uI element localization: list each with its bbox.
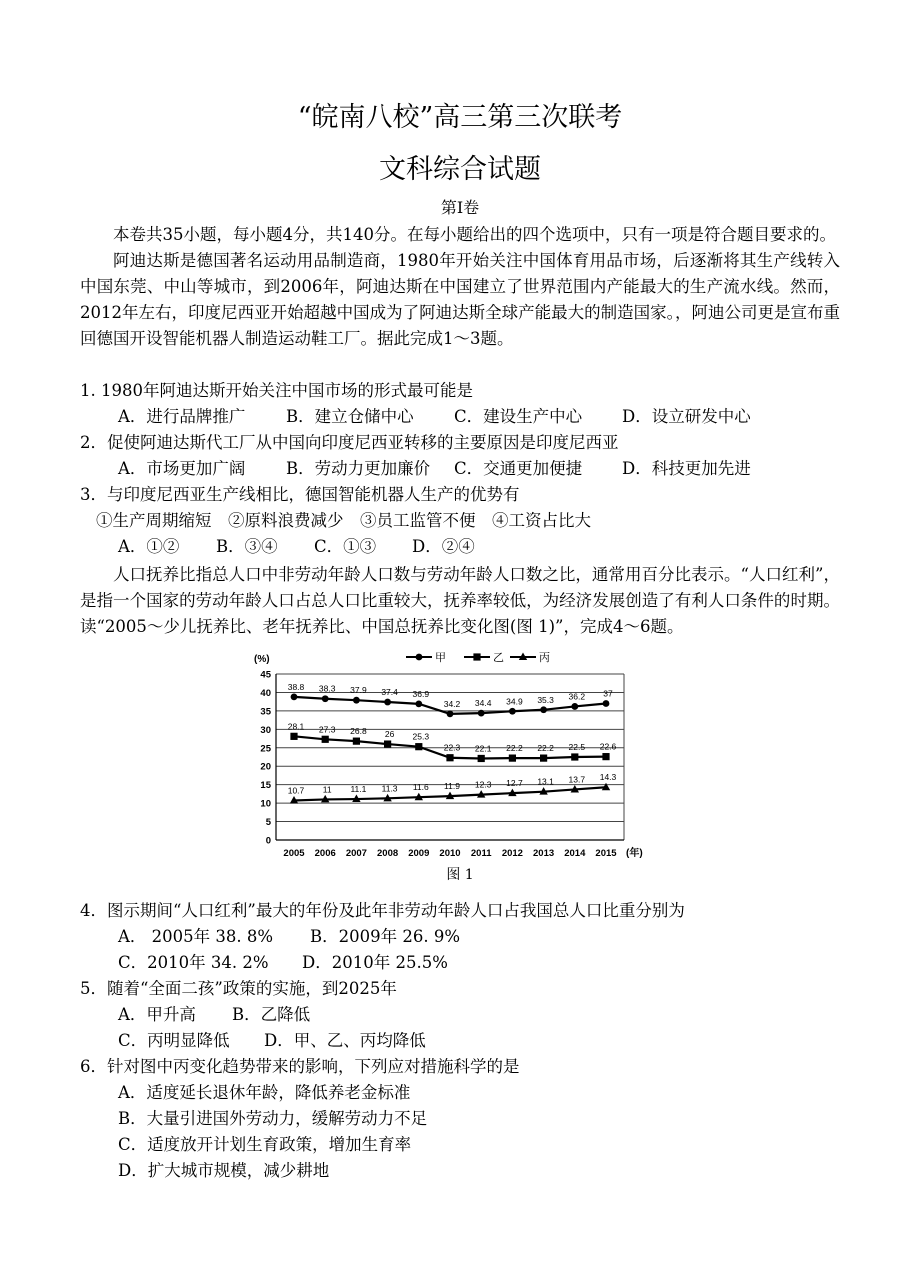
q1-option-c: C．建设生产中心 bbox=[454, 407, 583, 426]
data-label: 11.3 bbox=[381, 783, 398, 794]
q2-option-d: D．科技更加先进 bbox=[622, 459, 751, 478]
q2-option-a: A．市场更加广阔 bbox=[118, 459, 246, 478]
q2-option-b: B．劳动力更加廉价 bbox=[286, 459, 431, 478]
chart-series bbox=[288, 682, 617, 804]
y-tick-label: 25 bbox=[260, 743, 271, 755]
q5-stem: 5．随着“全面二孩”政策的实施，到2025年 bbox=[80, 979, 397, 998]
point-circle bbox=[353, 697, 360, 704]
q4-option-c: C．2010年 34. 2% bbox=[118, 953, 269, 972]
dependency-ratio-chart bbox=[248, 648, 668, 862]
x-tick-label: 2015 bbox=[595, 848, 617, 859]
point-square bbox=[478, 755, 485, 762]
data-label: 22.2 bbox=[537, 743, 554, 754]
q4-stem: 4．图示期间“人口红利”最大的年份及此年非劳动年龄人口占我国总人口比重分别为 bbox=[80, 901, 685, 920]
point-circle bbox=[291, 693, 298, 700]
point-circle bbox=[416, 654, 423, 661]
q1-option-b: B．建立仓储中心 bbox=[286, 407, 414, 426]
point-square bbox=[540, 755, 547, 762]
data-label: 38.3 bbox=[318, 683, 336, 694]
q3-option-b: B．③④ bbox=[216, 537, 278, 556]
point-square bbox=[509, 755, 516, 762]
q3-items: ①生产周期缩短 ②原料浪费减少 ③员工监管不便 ④工资占比大 bbox=[96, 511, 591, 530]
data-label: 34.9 bbox=[506, 696, 523, 707]
data-label: 34.4 bbox=[474, 698, 492, 709]
point-circle bbox=[571, 703, 578, 710]
intro-text: 本卷共35小题，每小题4分，共140分。在每小题给出的四个选项中，只有一项是符合题目要求的。 bbox=[113, 225, 836, 244]
data-label: 11.1 bbox=[350, 784, 367, 795]
point-square bbox=[571, 753, 578, 760]
q1-option-d: D．设立研发中心 bbox=[622, 407, 751, 426]
x-tick-label: 2005 bbox=[283, 848, 305, 859]
y-tick-label: 0 bbox=[265, 835, 271, 847]
q1-option-a: A．进行品牌推广 bbox=[118, 407, 246, 426]
y-tick-label: 45 bbox=[260, 669, 271, 681]
y-tick-label: 30 bbox=[260, 724, 271, 736]
data-label: 22.3 bbox=[443, 742, 461, 753]
x-tick-label: 2010 bbox=[439, 848, 461, 859]
q1-stem: 1. 1980年阿迪达斯开始关注中国市场的形式最可能是 bbox=[80, 381, 473, 400]
data-label: 13.1 bbox=[537, 776, 554, 787]
data-label: 26.8 bbox=[350, 726, 367, 737]
x-tick-label: 2013 bbox=[533, 848, 555, 859]
q5-option-d: D．甲、乙、丙均降低 bbox=[264, 1031, 426, 1050]
x-tick-label: 2007 bbox=[345, 848, 367, 859]
x-tick-label: 2012 bbox=[501, 848, 523, 859]
point-circle bbox=[415, 700, 422, 707]
legend-label-丙: 丙 bbox=[539, 651, 550, 664]
data-label: 12.3 bbox=[474, 779, 492, 790]
data-label: 14.3 bbox=[599, 772, 617, 783]
chart-caption: 图 1 bbox=[446, 867, 474, 883]
y-tick-label: 10 bbox=[260, 798, 271, 810]
point-circle bbox=[603, 700, 610, 707]
data-label: 25.3 bbox=[412, 731, 430, 742]
legend-label-乙: 乙 bbox=[493, 651, 504, 664]
data-label: 38.8 bbox=[287, 681, 305, 692]
point-circle bbox=[447, 710, 454, 717]
point-square bbox=[353, 738, 360, 745]
data-label: 27.3 bbox=[318, 724, 336, 735]
point-circle bbox=[540, 706, 547, 713]
exam-subtitle: 文科综合试题 bbox=[379, 154, 541, 185]
data-label: 36.9 bbox=[412, 688, 430, 699]
point-square bbox=[446, 754, 453, 761]
data-label: 35.3 bbox=[537, 694, 554, 705]
series-甲 bbox=[288, 682, 613, 717]
point-circle bbox=[384, 699, 391, 706]
q3-option-a: A．①② bbox=[118, 537, 180, 556]
q2-stem: 2．促使阿迪达斯代工厂从中国向印度尼西亚转移的主要原因是印度尼西亚 bbox=[80, 433, 619, 452]
y-axis-label: (%) bbox=[254, 654, 270, 665]
passage-adidas: 阿迪达斯是德国著名运动用品制造商，1980年开始关注中国体育用品市场，后逐渐将其生产线转入中国东莞、中山等城市，到2006年，阿迪达斯在中国建立了世界范围内产能最大的生产流水线。然而，2012年左右，印度尼西亚开始超越中国成为了阿迪达斯全球产能最大的制造国家。，阿迪公司更是宣布重回德国开设智能机器人制造运动鞋工厂。据此完成1～3题。 bbox=[80, 251, 840, 348]
q6-option-d: D．扩大城市规模，减少耕地 bbox=[118, 1161, 330, 1180]
data-label: 11.6 bbox=[412, 782, 429, 793]
passage-dependency-block bbox=[80, 562, 840, 640]
intro-block bbox=[80, 222, 840, 352]
x-tick-label: 2014 bbox=[564, 848, 586, 859]
point-square bbox=[415, 743, 422, 750]
q3-option-c: C．①③ bbox=[314, 537, 377, 556]
exam-title: “皖南八校”高三第三次联考 bbox=[297, 102, 623, 133]
chart-legend bbox=[406, 651, 550, 664]
q6-option-a: A．适度延长退休年龄，降低养老金标准 bbox=[118, 1083, 411, 1102]
q6-option-c: C．适度放开计划生育政策，增加生育率 bbox=[118, 1135, 412, 1154]
data-label: 12.7 bbox=[506, 778, 523, 789]
q6-option-b: B．大量引进国外劳动力，缓解劳动力不足 bbox=[118, 1109, 428, 1128]
data-label: 26 bbox=[384, 729, 395, 740]
data-label: 22.5 bbox=[568, 742, 586, 752]
point-circle bbox=[478, 710, 485, 717]
series-乙 bbox=[288, 721, 617, 762]
data-label: 11.9 bbox=[444, 781, 460, 792]
data-label: 28.1 bbox=[287, 721, 305, 732]
legend-label-甲: 甲 bbox=[435, 651, 446, 664]
x-tick-label: 2008 bbox=[377, 848, 399, 859]
q4-option-b: B．2009年 26. 9% bbox=[310, 927, 461, 946]
y-tick-label: 5 bbox=[265, 817, 271, 829]
q5-option-b: B．乙降低 bbox=[232, 1005, 311, 1024]
data-label: 37.9 bbox=[350, 685, 367, 696]
y-tick-label: 15 bbox=[260, 780, 271, 792]
q3-option-d: D．②④ bbox=[412, 537, 475, 556]
point-circle bbox=[509, 708, 516, 715]
data-label: 37.4 bbox=[381, 687, 398, 698]
x-tick-label: 2006 bbox=[314, 848, 336, 859]
x-tick-label: 2011 bbox=[470, 848, 492, 859]
data-label: 22.6 bbox=[599, 741, 617, 752]
x-axis-label: (年) bbox=[626, 848, 643, 859]
y-tick-label: 20 bbox=[260, 761, 271, 773]
point-square bbox=[602, 753, 609, 760]
q5-option-c: C．丙明显降低 bbox=[118, 1031, 230, 1050]
data-label: 10.7 bbox=[287, 785, 305, 796]
data-label: 34.2 bbox=[443, 698, 461, 709]
data-label: 22.2 bbox=[506, 743, 523, 754]
y-tick-label: 40 bbox=[260, 687, 271, 699]
data-label: 11 bbox=[322, 784, 332, 795]
y-tick-label: 35 bbox=[260, 706, 271, 718]
q5-option-a: A．甲升高 bbox=[118, 1005, 196, 1024]
passage-dependency: 人口抚养比指总人口中非劳动年龄人口数与劳动年龄人口数之比，通常用百分比表示。“人口红利”，是指一个国家的劳动年龄人口占总人口比重较大，抚养率较低，为经济发展创造了有利人口条件的时期。读“2005～少儿抚养比、老年抚养比、中国总抚养比变化图(图 1)”，完成4～6题。 bbox=[80, 565, 840, 636]
data-label: 13.7 bbox=[568, 774, 586, 785]
q3-stem: 3．与印度尼西亚生产线相比，德国智能机器人生产的优势有 bbox=[80, 485, 520, 504]
point-circle bbox=[322, 695, 329, 702]
point-square bbox=[473, 653, 480, 660]
point-square bbox=[290, 733, 297, 740]
data-label: 36.2 bbox=[568, 691, 586, 702]
volume-label: 第I卷 bbox=[440, 198, 480, 217]
series-丙 bbox=[288, 772, 617, 803]
q2-option-c: C．交通更加便捷 bbox=[454, 459, 583, 478]
data-label: 22.1 bbox=[474, 743, 492, 754]
q4-option-d: D．2010年 25.5% bbox=[302, 953, 448, 972]
point-square bbox=[384, 740, 391, 747]
point-square bbox=[322, 736, 329, 743]
x-tick-label: 2009 bbox=[408, 848, 430, 859]
q4-option-a: A． 2005年 38. 8% bbox=[118, 927, 274, 946]
q6-stem: 6．针对图中丙变化趋势带来的影响，下列应对措施科学的是 bbox=[80, 1057, 520, 1076]
data-label: 37 bbox=[603, 688, 613, 699]
